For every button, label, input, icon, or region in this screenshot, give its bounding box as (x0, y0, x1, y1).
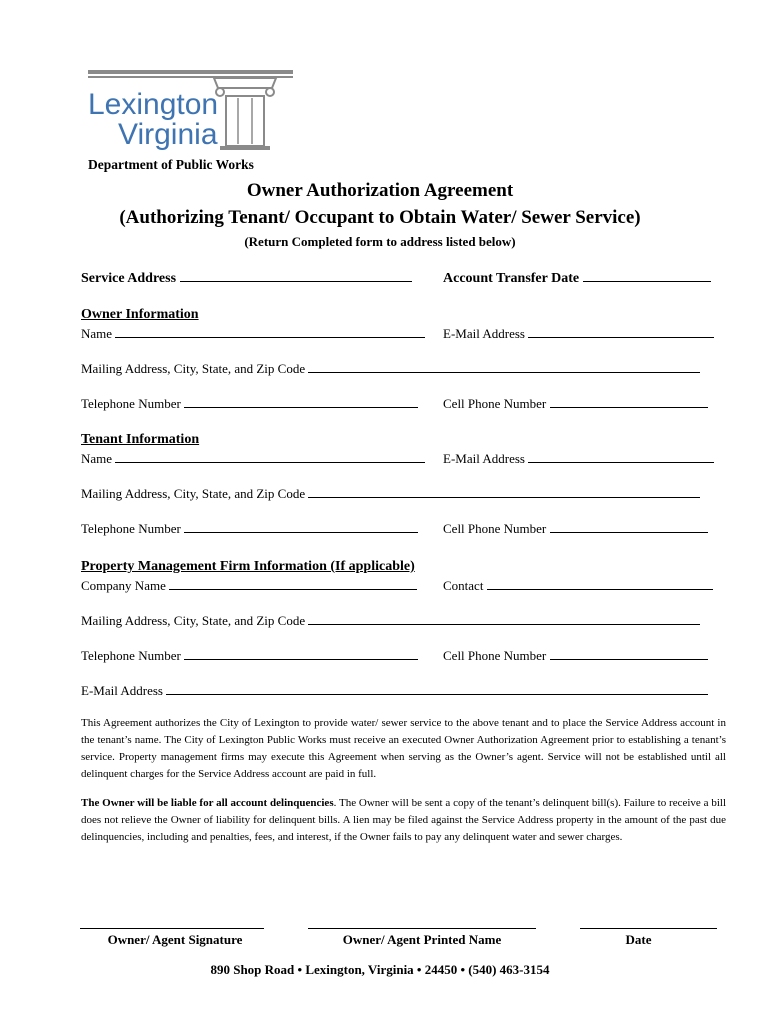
owner-cell-field (443, 396, 708, 412)
liability-emphasis: The Owner will be liable for all account delinquencies (81, 797, 334, 809)
department-name: Department of Public Works (88, 157, 254, 172)
tenant-cell-input[interactable] (550, 521, 708, 533)
owner-name-field (81, 326, 425, 342)
account-transfer-date-label: Account Transfer Date (443, 271, 580, 286)
tenant-mailing-input[interactable] (308, 486, 700, 498)
tenant-email-input[interactable] (528, 451, 714, 463)
pm-phone-field (81, 648, 418, 664)
contact-field (443, 578, 713, 594)
printed-name-label: Owner/ Agent Printed Name (342, 932, 502, 947)
owner-mailing-input[interactable] (308, 361, 700, 373)
property-management-heading: Property Management Firm Information (If applicable) (81, 559, 415, 574)
contact-label: Contact (443, 578, 484, 593)
account-transfer-date-field (443, 270, 711, 287)
lexington-logo (86, 68, 298, 154)
company-name-label: Company Name (81, 578, 166, 593)
logo-graphic (86, 68, 298, 154)
tenant-cell-label: Cell Phone Number (443, 521, 547, 536)
tenant-phone-label: Telephone Number (81, 521, 181, 536)
date-line[interactable] (580, 928, 717, 929)
pm-phone-input[interactable] (184, 648, 418, 660)
pm-cell-label: Cell Phone Number (443, 648, 547, 663)
tenant-phone-input[interactable] (184, 521, 418, 533)
owner-cell-label: Cell Phone Number (443, 396, 547, 411)
pm-email-field (81, 683, 708, 699)
tenant-email-label: E-Mail Address (443, 451, 525, 466)
tenant-name-input[interactable] (115, 451, 425, 463)
service-address-input[interactable] (180, 270, 412, 282)
pm-email-input[interactable] (166, 683, 708, 695)
pm-cell-input[interactable] (550, 648, 708, 660)
account-transfer-date-input[interactable] (583, 270, 711, 282)
logo-text-lexington: Lexington (88, 88, 219, 121)
form-title: Owner Authorization Agreement (246, 180, 514, 201)
owner-name-label: Name (81, 326, 113, 341)
tenant-cell-field (443, 521, 708, 537)
contact-input[interactable] (487, 578, 713, 590)
agreement-paragraph: This Agreement authorizes the City of Lexington to provide water/ sewer service to the above tenant and to place the Service Address account in the tenant’s name. The City of Lexington Public Works must receive an executed Owner Authorization Agreement prior to establishing a tenant’s service. Property management firms may execute this Agreement when serving as the Owner’s agent. Service will not be established until all delinquent charges for the Service Address account are paid in full. (81, 717, 726, 780)
company-name-field (81, 578, 417, 594)
pm-email-label: E-Mail Address (81, 683, 163, 698)
tenant-name-field (81, 451, 425, 467)
owner-cell-input[interactable] (550, 396, 708, 408)
liability-paragraph (81, 795, 726, 846)
owner-mailing-field (81, 361, 700, 377)
date-label: Date (625, 932, 652, 947)
footer-address: 890 Shop Road • Lexington, Virginia • 24450 • (540) 463-3154 (210, 962, 550, 977)
owner-information-heading: Owner Information (81, 307, 199, 322)
service-address-field (81, 270, 412, 287)
service-address-label: Service Address (81, 271, 177, 286)
owner-phone-input[interactable] (184, 396, 418, 408)
company-name-input[interactable] (169, 578, 417, 590)
owner-phone-label: Telephone Number (81, 396, 181, 411)
logo-text-virginia: Virginia (118, 118, 218, 151)
signature-label: Owner/ Agent Signature (107, 932, 243, 947)
form-subtitle: (Authorizing Tenant/ Occupant to Obtain Water/ Sewer Service) (119, 207, 641, 228)
owner-mailing-label: Mailing Address, City, State, and Zip Code (81, 361, 306, 376)
pm-cell-field (443, 648, 708, 664)
owner-email-input[interactable] (528, 326, 714, 338)
tenant-email-field (443, 451, 714, 467)
signature-line[interactable] (80, 928, 264, 929)
printed-name-line[interactable] (308, 928, 536, 929)
owner-phone-field (81, 396, 418, 412)
liability-text: . The Owner will be sent a copy of the tenant’s delinquent bill(s). Failure to receive a bill does not relieve the Owner of liability for delinquent bills. A lien may be filed against the Service Address property in the amount of the past due delinquencies, including and penalties, fees, and interest, if the Owner fails to pay any delinquent water and sewer charges. (81, 797, 726, 843)
tenant-name-label: Name (81, 451, 113, 466)
pm-mailing-field (81, 613, 700, 629)
return-note: (Return Completed form to address listed below) (244, 234, 516, 249)
owner-name-input[interactable] (115, 326, 425, 338)
tenant-information-heading: Tenant Information (81, 432, 200, 447)
tenant-phone-field (81, 521, 418, 537)
owner-email-field (443, 326, 714, 342)
pm-mailing-label: Mailing Address, City, State, and Zip Code (81, 613, 306, 628)
owner-email-label: E-Mail Address (443, 326, 525, 341)
tenant-mailing-field (81, 486, 700, 502)
pm-mailing-input[interactable] (308, 613, 700, 625)
pm-phone-label: Telephone Number (81, 648, 181, 663)
tenant-mailing-label: Mailing Address, City, State, and Zip Code (81, 486, 306, 501)
